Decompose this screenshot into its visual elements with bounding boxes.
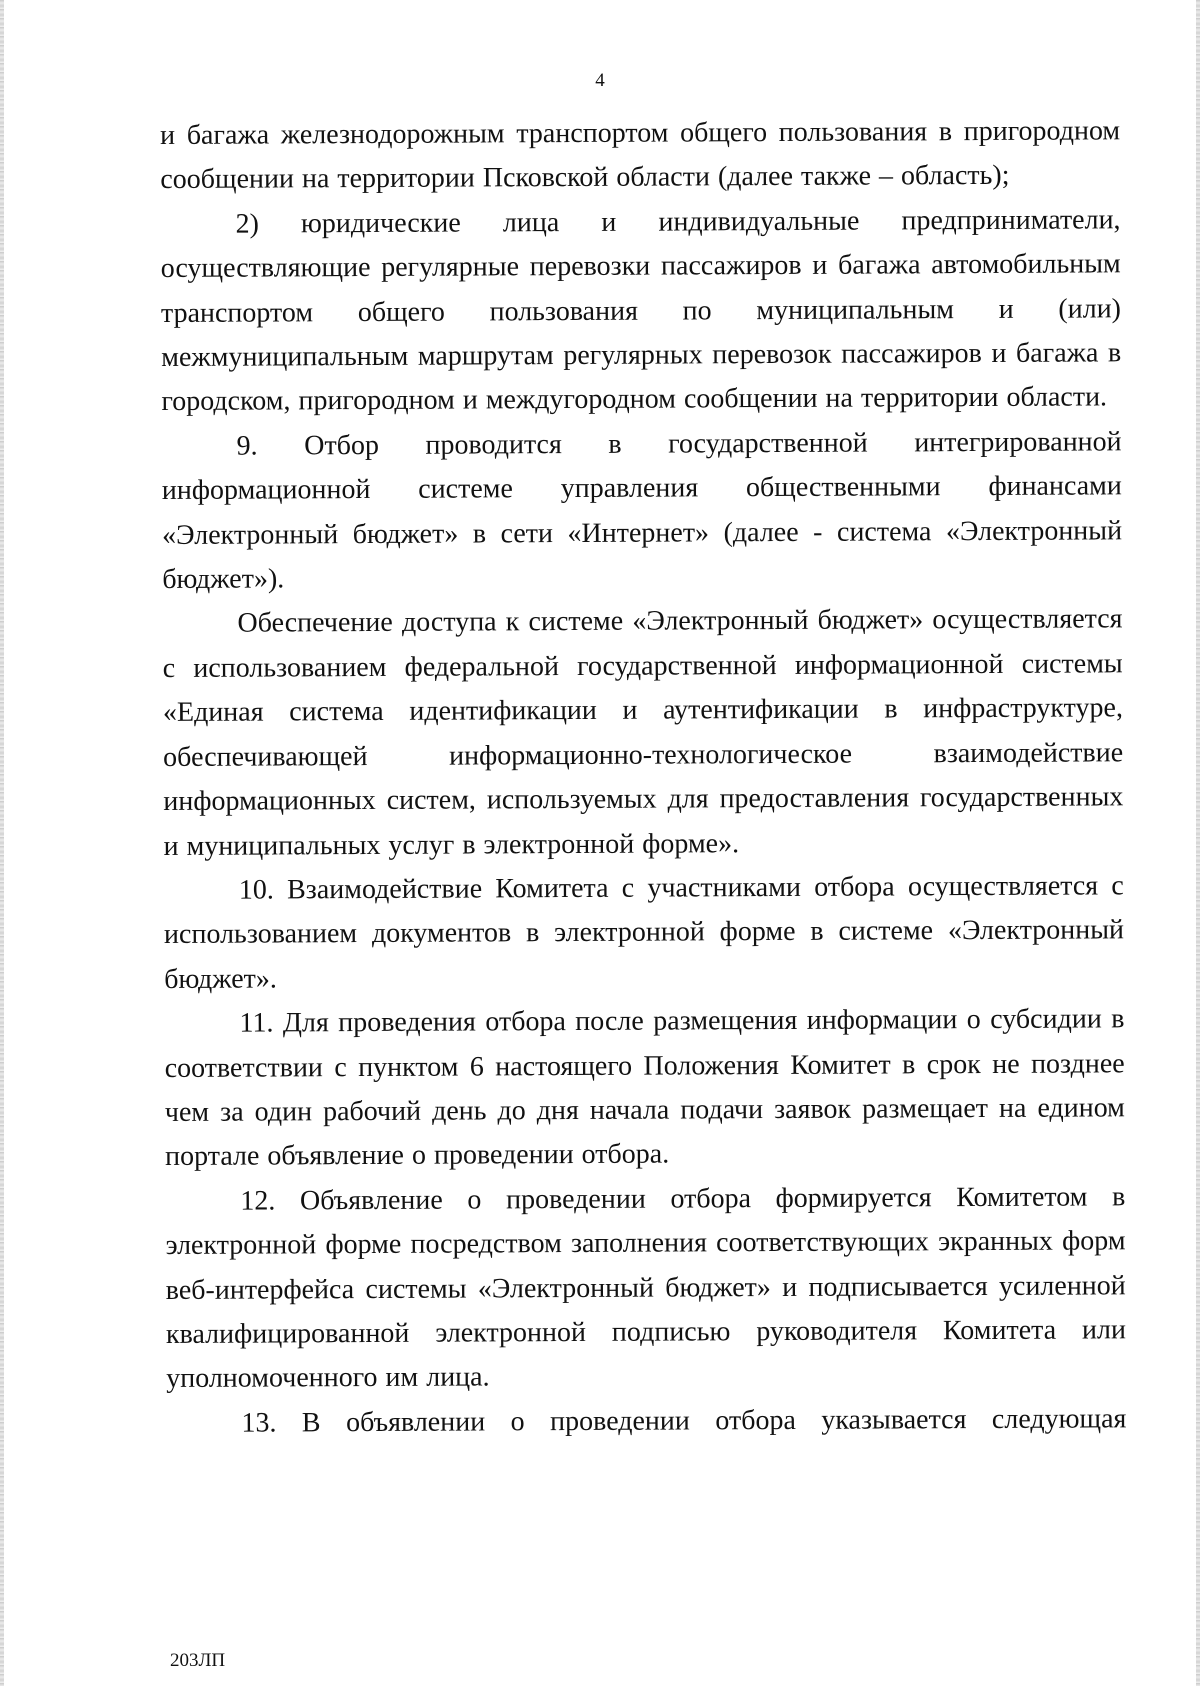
paragraph-clause-9: 9. Отбор проводится в государственной интегрированной информационной системе управления общественными финансами «Электронный бюджет» в сети «Интернет» (далее - система «Электронный бюджет»). (161, 426, 1123, 596)
paragraph-clause-13: 13. В объявлении о проведении отбора указывается следующая (241, 1403, 1127, 1439)
paragraph-clause-11: 11. Для проведения отбора после размещения информации о субсидии в соответствии с пунктом 6 настоящего Положения Комитет в срок не позднее чем за один рабочий день до дня начала подачи заявок размещает на едином портале объявление о проведении отбора. (164, 1003, 1125, 1173)
document-body (160, 109, 1126, 1446)
page-number: 4 (595, 70, 605, 91)
footer-code: 203ЛП (170, 1650, 226, 1671)
paragraph-item-2: 2) юридические лица и индивидуальные предприниматели, осуществляющие регулярные перевозки пассажиров и багажа автомобильным транспортом общего пользования по муниципальным и (или) межмуниципальным маршрутам регулярных перевозок пассажиров и багажа в городском, пригородном и междугородном сообщении на территории области. (160, 204, 1122, 418)
paragraph-access: Обеспечение доступа к системе «Электронный бюджет» осуществляется с использованием федеральной государственной информационной системы «Единая система идентификации и аутентификации в инфраструктуре, обеспечивающей информационно-технологическое взаимодействие информационных систем, используемых для предоставления государственных и муниципальных услуг в электронной форме». (162, 603, 1124, 862)
scan-edge-left (0, 0, 4, 1686)
paragraph-continuation: и багажа железнодорожным транспортом общего пользования в пригородном сообщении на территории Псковской области (далее также – область); (160, 115, 1121, 196)
scan-edge-right (1196, 0, 1200, 1686)
paragraph-clause-10: 10. Взаимодействие Комитета с участниками отбора осуществляется с использованием документов в электронной форме в системе «Электронный бюджет». (163, 870, 1125, 995)
paragraph-clause-12: 12. Объявление о проведении отбора формируется Комитетом в электронной форме посредством заполнения соответствующих экранных форм веб-интерфейса системы «Электронный бюджет» и подписывается усиленной квалифицированной электронной подписью руководителя Комитета или уполномоченного им лица. (165, 1181, 1127, 1395)
